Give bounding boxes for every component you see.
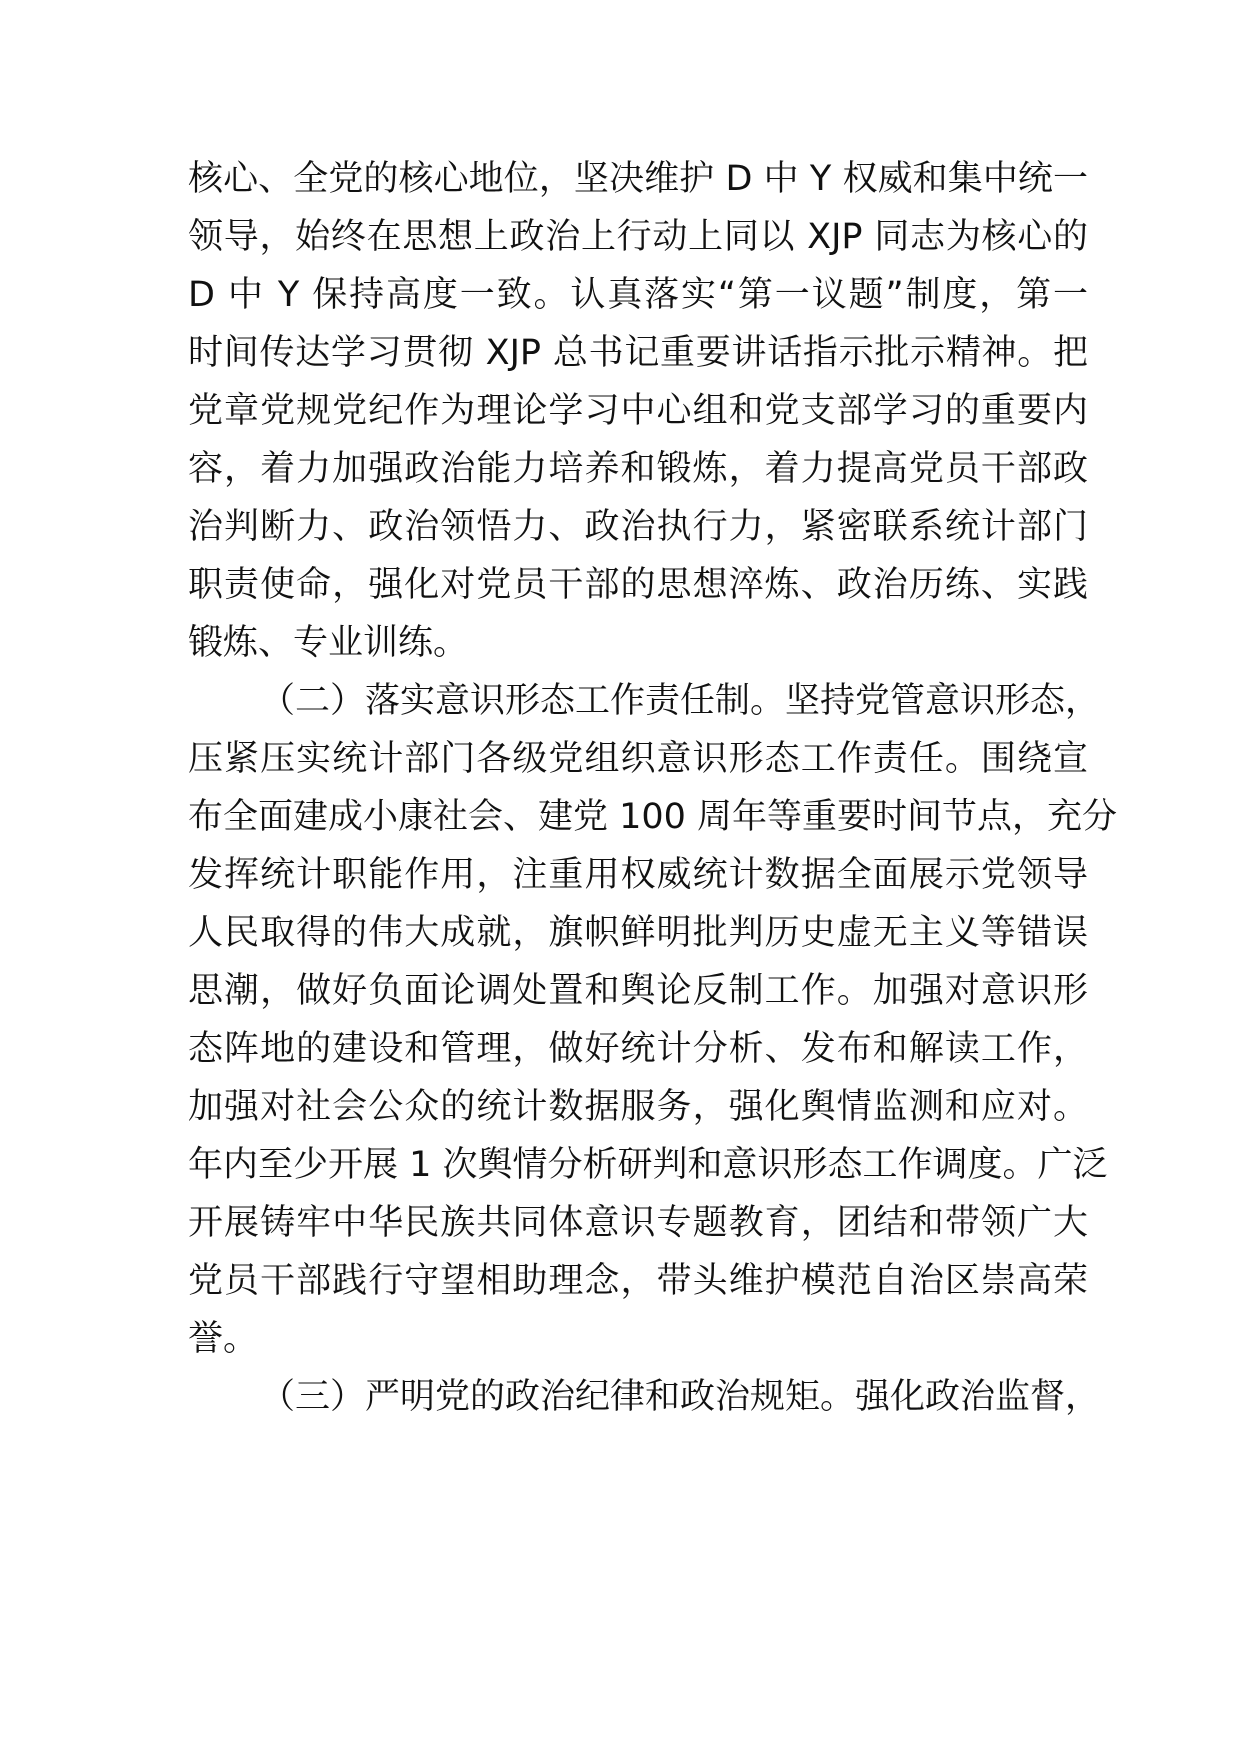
body-text-line: 领导，始终在思想上政治上行动上同以 XJP 同志为核心的 bbox=[188, 217, 1088, 257]
body-text-line: D 中 Y 保持高度一致。认真落实“第一议题”制度，第一 bbox=[188, 275, 1088, 315]
body-text-line: 人民取得的伟大成就，旗帜鲜明批判历史虚无主义等错误 bbox=[188, 913, 1088, 953]
body-text-line: 加强对社会公众的统计数据服务，强化舆情监测和应对。 bbox=[188, 1087, 1088, 1127]
body-text-line: 压紧压实统计部门各级党组织意识形态工作责任。围绕宣 bbox=[188, 739, 1088, 779]
body-text-line: 态阵地的建设和管理，做好统计分析、发布和解读工作， bbox=[188, 1029, 1088, 1069]
section-heading-line: （三）严明党的政治纪律和政治规矩。强化政治监督， bbox=[260, 1377, 1101, 1417]
body-text-line: 开展铸牢中华民族共同体意识专题教育，团结和带领广大 bbox=[188, 1203, 1088, 1243]
body-text-line: 职责使命，强化对党员干部的思想淬炼、政治历练、实践 bbox=[188, 565, 1088, 605]
body-text-line: 时间传达学习贯彻 XJP 总书记重要讲话指示批示精神。把 bbox=[188, 333, 1088, 373]
body-text-line: 容，着力加强政治能力培养和锻炼，着力提高党员干部政 bbox=[188, 449, 1088, 489]
body-text-line: 思潮，做好负面论调处置和舆论反制工作。加强对意识形 bbox=[188, 971, 1088, 1011]
body-text-line: 核心、全党的核心地位，坚决维护 D 中 Y 权威和集中统一 bbox=[188, 159, 1088, 199]
body-text-line: 誉。 bbox=[188, 1319, 259, 1359]
body-text-line: 党员干部践行守望相助理念，带头维护模范自治区崇高荣 bbox=[188, 1261, 1088, 1301]
body-text-line: 布全面建成小康社会、建党 100 周年等重要时间节点，充分 bbox=[188, 797, 1118, 837]
body-text-line: 党章党规党纪作为理论学习中心组和党支部学习的重要内 bbox=[188, 391, 1088, 431]
section-heading-line: （二）落实意识形态工作责任制。坚持党管意识形态， bbox=[260, 681, 1101, 721]
body-text-line: 年内至少开展 1 次舆情分析研判和意识形态工作调度。广泛 bbox=[188, 1145, 1108, 1185]
body-text-line: 锻炼、专业训练。 bbox=[188, 623, 469, 663]
body-text-line: 治判断力、政治领悟力、政治执行力，紧密联系统计部门 bbox=[188, 507, 1088, 547]
body-text-line: 发挥统计职能作用，注重用权威统计数据全面展示党领导 bbox=[188, 855, 1088, 895]
